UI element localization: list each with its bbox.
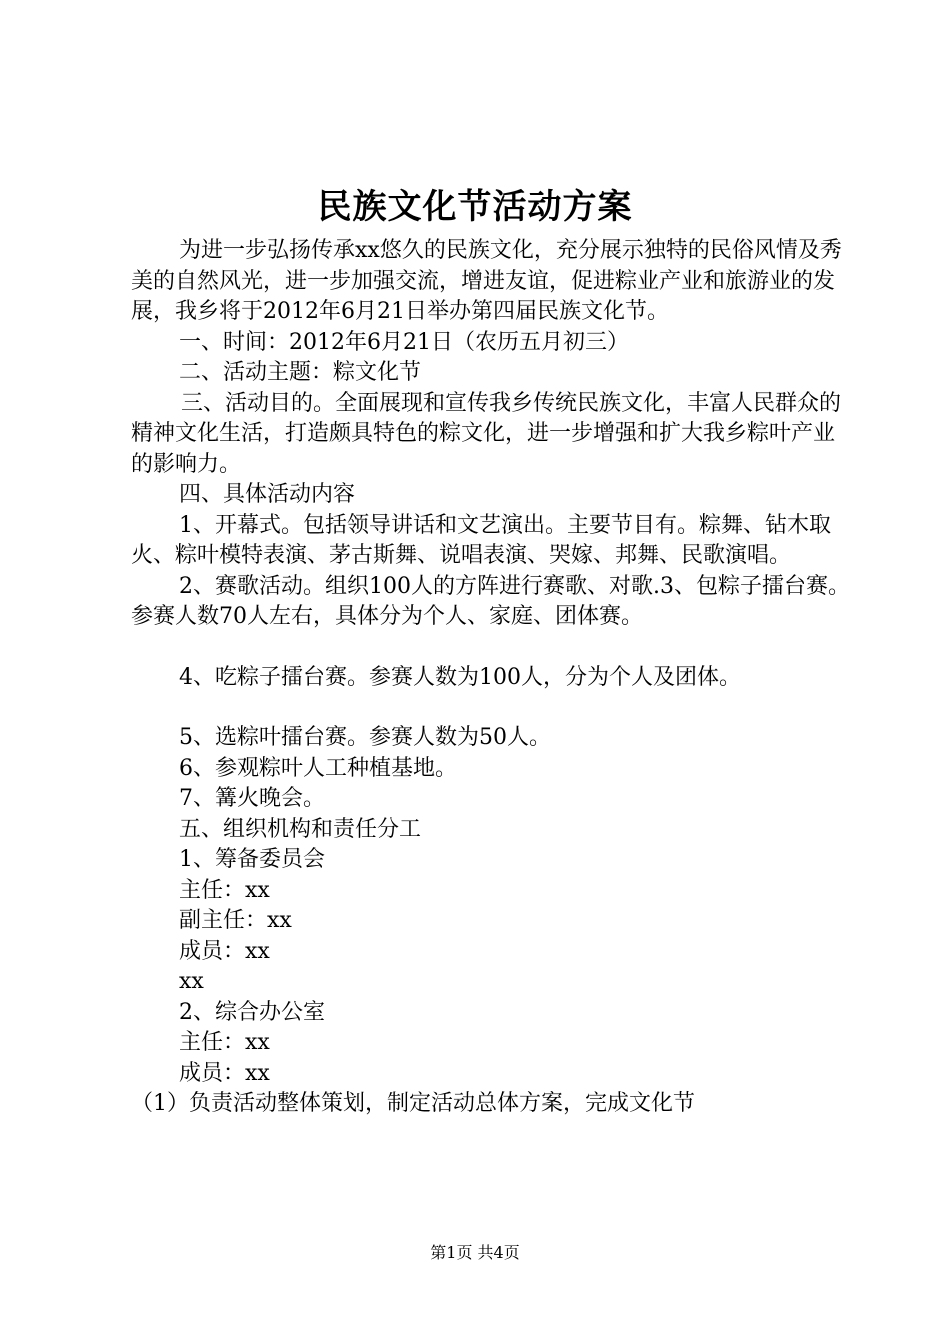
paragraph-deputy-director: 副主任：xx: [179, 908, 292, 933]
document-title: 民族文化节活动方案: [317, 187, 633, 227]
paragraph-eating-contest: 4、吃粽子擂台赛。参赛人数为100人，分为个人及团体。: [179, 664, 741, 690]
paragraph-opening: 1、开幕式。包括领导讲话和文艺演出。主要节目有。粽舞、钻木取火、粽叶模特表演、茅古斯舞、说唱表演、哭嫁、邦舞、民歌演唱。: [131, 512, 831, 568]
page-number: 第1页 共4页: [430, 1243, 520, 1262]
paragraph-members-cont: xx: [179, 969, 204, 994]
paragraph-office: 2、综合办公室: [179, 999, 325, 1025]
paragraph-intro: 为进一步弘扬传承xx悠久的民族文化，充分展示独特的民俗风情及秀美的自然风光，进一步加强交流，增进友谊，促进粽业产业和旅游业的发展，我乡将于2012年6月21日举办第四届民族文化节。: [131, 238, 842, 324]
paragraph-content-heading: 四、具体活动内容: [179, 482, 356, 507]
document-body: [131, 236, 851, 1120]
paragraph-gap: [131, 693, 851, 723]
paragraph-bonfire: 7、篝火晚会。: [179, 786, 325, 811]
paragraph-members: 成员：xx: [179, 938, 270, 964]
paragraph-office-members: 成员：xx: [179, 1060, 270, 1086]
paragraph-singing: 2、赛歌活动。组织100人的方阵进行赛歌、对歌.3、包粽子擂台赛。参赛人数70人左右，具体分为个人、家庭、团体赛。: [131, 573, 850, 629]
paragraph-director: 主任：xx: [179, 877, 270, 903]
paragraph-visit: 6、参观粽叶人工种植基地。: [179, 755, 457, 781]
paragraph-office-duty: （1）负责活动整体策划，制定活动总体方案，完成文化节: [131, 1091, 695, 1116]
paragraph-leaf-contest: 5、选粽叶擂台赛。参赛人数为50人。: [179, 725, 551, 750]
paragraph-organization-heading: 五、组织机构和责任分工: [179, 816, 422, 842]
paragraph-gap: [131, 633, 851, 663]
paragraph-time: 一、时间：2012年6月21日（农历五月初三）: [179, 329, 629, 355]
paragraph-purpose: 三、活动目的。全面展现和宣传我乡传统民族文化，丰富人民群众的精神文化生活，打造颇具特色的粽文化，进一步增强和扩大我乡粽叶产业的影响力。: [131, 390, 842, 477]
paragraph-theme: 二、活动主题：粽文化节: [179, 360, 422, 385]
paragraph-committee: 1、筹备委员会: [179, 847, 325, 872]
paragraph-office-director: 主任：xx: [179, 1030, 270, 1055]
